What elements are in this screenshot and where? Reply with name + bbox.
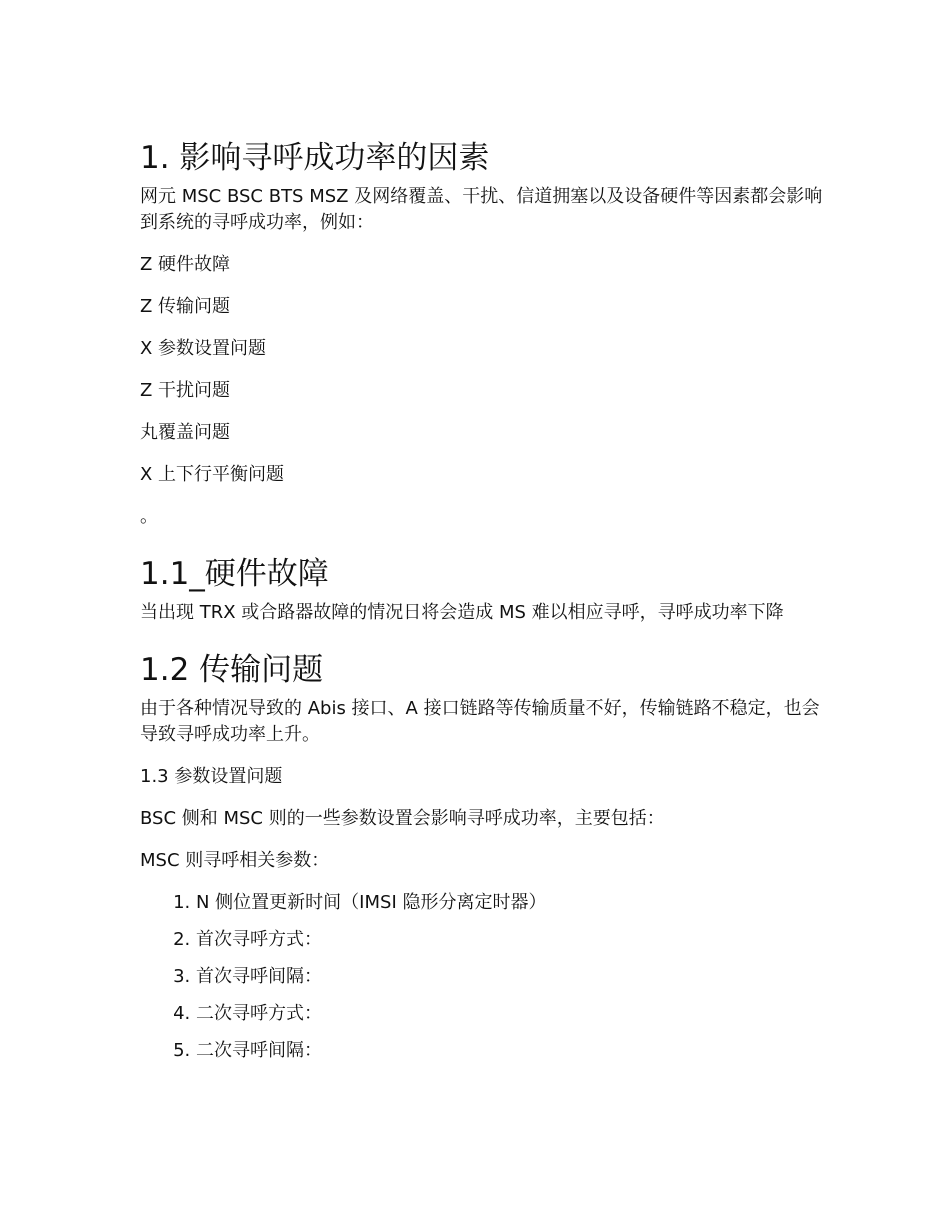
section-1-3-heading: 1.3 参数设置问题 (140, 766, 283, 787)
section-1-1-heading: 1.1_硬件故障 (140, 556, 329, 592)
list-item: 1. N 侧位置更新时间（IMSI 隐形分离定时器） (196, 890, 830, 916)
factor-item: Z 硬件故障 (140, 254, 231, 275)
msc-params-label: MSC 则寻呼相关参数： (140, 850, 330, 871)
list-item: 5. 二次寻呼间隔： (196, 1038, 830, 1064)
factor-item: Z 干扰问题 (140, 380, 231, 401)
period-mark: 。 (140, 506, 158, 527)
document-body (140, 138, 830, 1075)
section-1-2-paragraph: 由于各种情况导致的 Abis 接口、A 接口链路等传输质量不好，传输链路不稳定，也会导致寻呼成功率上升。 (140, 698, 820, 745)
factor-item: 丸覆盖问题 (140, 422, 230, 443)
msc-params-list (140, 890, 830, 1064)
list-item: 2. 首次寻呼方式： (196, 927, 830, 953)
intro-paragraph: 网元 MSC BSC BTS MSZ 及网络覆盖、干扰、信道拥塞以及设备硬件等因素都会影响到系统的寻呼成功率，例如： (140, 186, 823, 233)
list-item: 4. 二次寻呼方式： (196, 1001, 830, 1027)
factor-item: Z 传输问题 (140, 296, 231, 317)
section-1-heading: 1. 影响寻呼成功率的因素 (140, 140, 490, 176)
section-1-3-paragraph: BSC 侧和 MSC 则的一些参数设置会影响寻呼成功率，主要包括： (140, 808, 665, 829)
factor-item: X 上下行平衡问题 (140, 464, 285, 485)
list-item: 3. 首次寻呼间隔： (196, 964, 830, 990)
section-1-1-paragraph: 当出现 TRX 或合路器故障的情况日将会造成 MS 难以相应寻呼，寻呼成功率下降 (140, 602, 784, 623)
section-1-2-heading: 1.2 传输问题 (140, 652, 324, 688)
factor-item: X 参数设置问题 (140, 338, 267, 359)
